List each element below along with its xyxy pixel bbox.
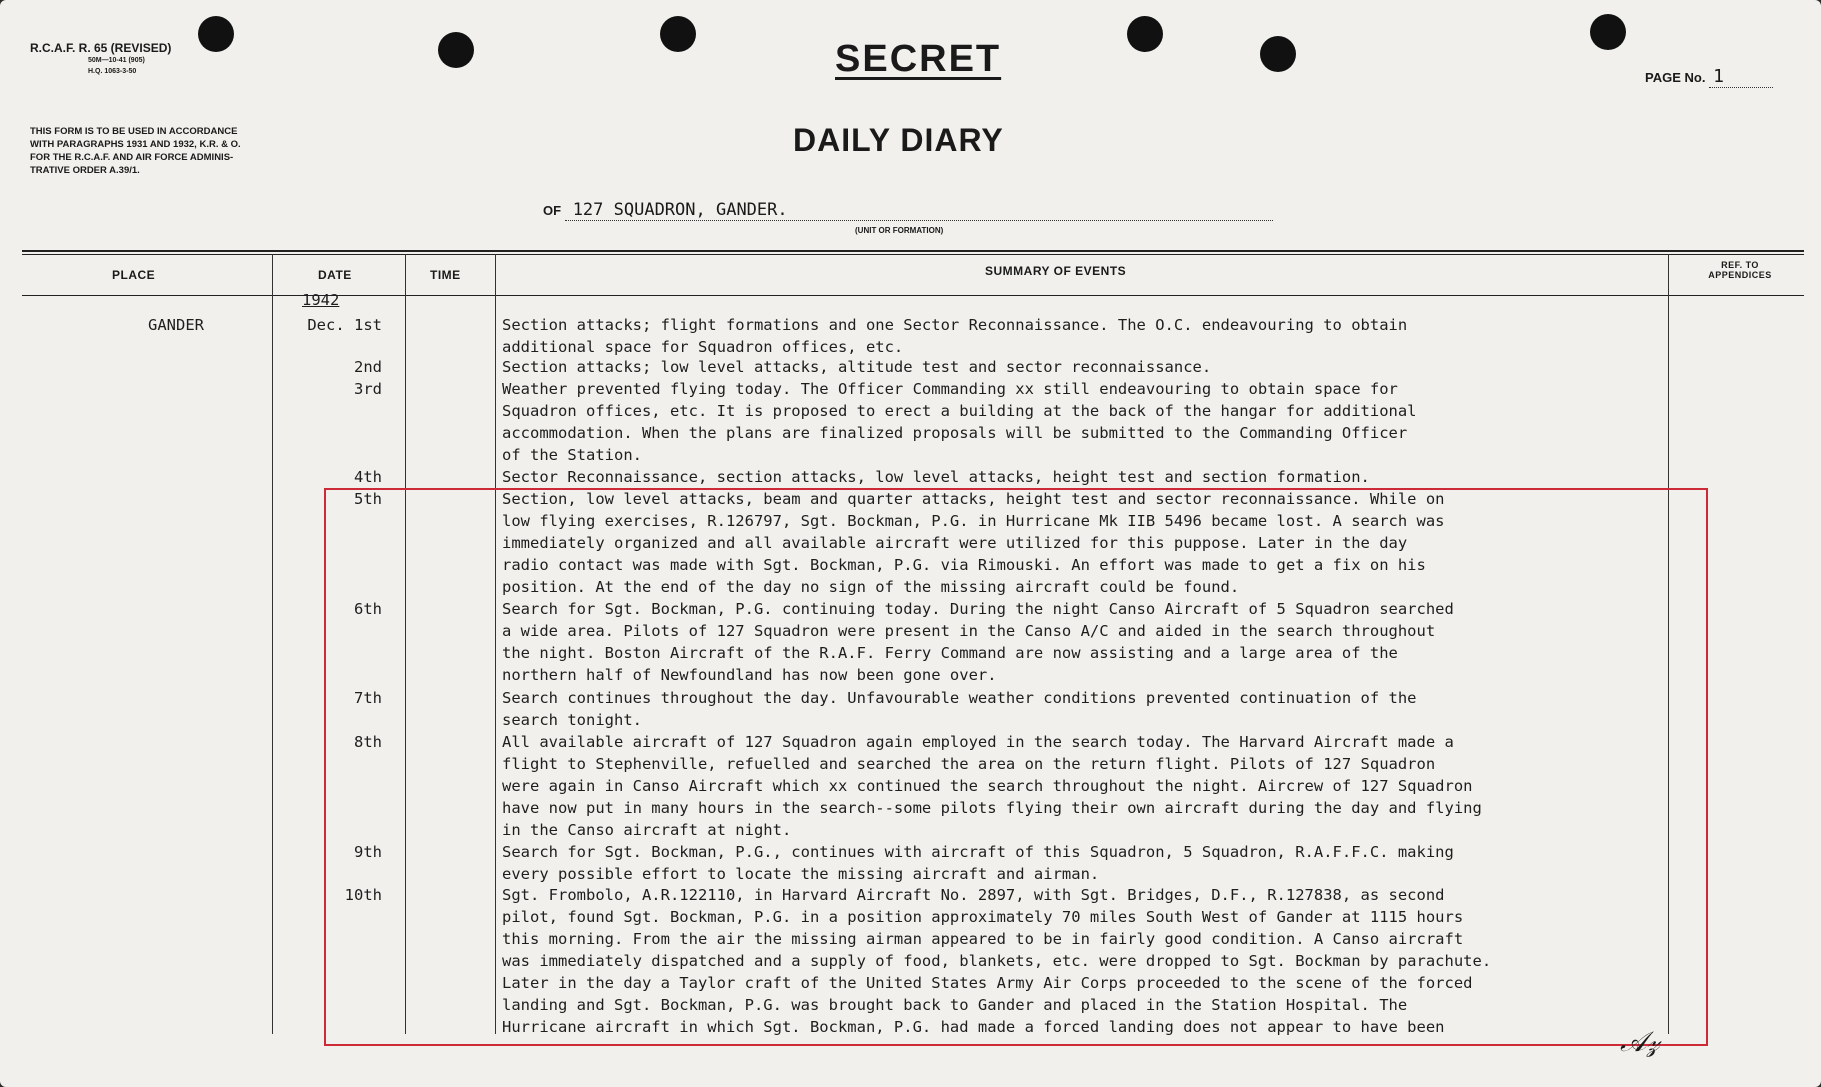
column-header-date: DATE (318, 268, 352, 282)
summary-line: Sgt. Frombolo, A.R.122110, in Harvard Aircraft No. 2897, with Sgt. Bridges, D.F., R.127838, as second (502, 886, 1445, 904)
entry-date: 3rd (354, 380, 382, 398)
summary-line: pilot, found Sgt. Bockman, P.G. in a position approximately 70 miles South West of Gander at 1115 hours (502, 908, 1464, 926)
unit-note: (UNIT OR FORMATION) (855, 226, 944, 235)
punch-hole (660, 16, 696, 52)
entry-date: Dec. 1st (307, 316, 382, 334)
of-label: OF (543, 203, 562, 218)
column-header-time: TIME (430, 268, 461, 282)
summary-line: this morning. From the air the missing airman appeared to be in fairly good condition. A Canso aircraft (502, 930, 1464, 948)
punch-hole (1260, 36, 1296, 72)
summary-line: a wide area. Pilots of 127 Squadron were present in the Canso A/C and aided in the search throughout (502, 622, 1436, 640)
summary-line: Weather prevented flying today. The Officer Commanding xx still endeavouring to obtain space for (502, 380, 1398, 398)
table-top-rule (22, 254, 1804, 255)
summary-line: immediately organized and all available aircraft were utilized for this puppose. Later in the day (502, 534, 1408, 552)
column-divider (272, 254, 273, 1034)
summary-line: Section, low level attacks, beam and quarter attacks, height test and sector reconnaissance. While on (502, 490, 1445, 508)
summary-line: Hurricane aircraft in which Sgt. Bockman, P.G. had made a forced landing does not appear to have been (502, 1018, 1445, 1036)
notice-line: WITH PARAGRAPHS 1931 AND 1932, K.R. & O. (30, 139, 241, 150)
punch-hole (1590, 14, 1626, 50)
ref-line: REF. TO (1721, 260, 1759, 270)
entry-date: 5th (354, 490, 382, 508)
form-print-code: 50M—10-41 (905) (88, 57, 145, 64)
notice-line: TRATIVE ORDER A.39/1. (30, 165, 140, 176)
entry-place: GANDER (148, 316, 204, 334)
column-header-summary: SUMMARY OF EVENTS (985, 264, 1127, 278)
notice-line: FOR THE R.C.A.F. AND AIR FORCE ADMINIS- (30, 152, 234, 163)
table-header-rule (22, 295, 1804, 296)
summary-line: flight to Stephenville, refuelled and searched the area on the return flight. Pilots of 127 Squadron (502, 755, 1436, 773)
form-notice (30, 125, 370, 177)
column-header-appendices (1690, 260, 1790, 280)
summary-line: Squadron offices, etc. It is proposed to erect a building at the back of the hangar for additional (502, 402, 1417, 420)
page-title: DAILY DIARY (793, 122, 1004, 158)
entry-date: 2nd (354, 358, 382, 376)
entry-date: 10th (344, 886, 382, 904)
form-identifier (30, 42, 171, 77)
summary-line: All available aircraft of 127 Squadron again employed in the search today. The Harvard Aircraft made a (502, 733, 1454, 751)
column-header-place: PLACE (112, 268, 156, 282)
summary-line: Sector Reconnaissance, section attacks, low level attacks, height test and section formation. (502, 468, 1370, 486)
summary-line: have now put in many hours in the search--some pilots flying their own aircraft during the day and flying (502, 799, 1482, 817)
entry-date: 7th (354, 689, 382, 707)
summary-line: of the Station. (502, 446, 642, 464)
form-hq-code: H.Q. 1063-3-50 (88, 68, 137, 75)
table-top-rule (22, 250, 1804, 252)
unit-value: 127 SQUADRON, GANDER. (565, 200, 1273, 221)
punch-hole (438, 32, 474, 68)
form-number: R.C.A.F. R. 65 (REVISED) (30, 41, 172, 55)
summary-line: additional space for Squadron offices, etc. (502, 338, 904, 356)
summary-line: Search continues throughout the day. Unfavourable weather conditions prevented continuation of the (502, 689, 1417, 707)
summary-line: in the Canso aircraft at night. (502, 821, 792, 839)
summary-line: Section attacks; low level attacks, altitude test and sector reconnaissance. (502, 358, 1212, 376)
entry-date: 6th (354, 600, 382, 618)
summary-line: Search for Sgt. Bockman, P.G., continues with aircraft of this Squadron, 5 Squadron, R.A.F.F.C. making (502, 843, 1454, 861)
entry-date: 8th (354, 733, 382, 751)
summary-line: search tonight. (502, 711, 642, 729)
summary-line: accommodation. When the plans are finalized proposals will be submitted to the Commanding Officer (502, 424, 1408, 442)
page-number (1645, 66, 1773, 88)
page-number-label: PAGE No. (1645, 70, 1706, 85)
summary-line: Search for Sgt. Bockman, P.G. continuing today. During the night Canso Aircraft of 5 Squadron searched (502, 600, 1454, 618)
entry-year: 1942 (302, 291, 340, 309)
summary-line: position. At the end of the day no sign of the missing aircraft could be found. (502, 578, 1240, 596)
notice-line: THIS FORM IS TO BE USED IN ACCORDANCE (30, 126, 238, 137)
punch-hole (198, 16, 234, 52)
summary-line: were again in Canso Aircraft which xx continued the search throughout the night. Aircrew of 127 Squadron (502, 777, 1473, 795)
entry-date: 9th (354, 843, 382, 861)
summary-line: landing and Sgt. Bockman, P.G. was brought back to Gander and placed in the Station Hospital. The (502, 996, 1408, 1014)
initials-signature: 𝒜𝓏 (1620, 1025, 1660, 1058)
entry-date: 4th (354, 468, 382, 486)
summary-line: every possible effort to locate the missing aircraft and airman. (502, 865, 1100, 883)
summary-line: the night. Boston Aircraft of the R.A.F. Ferry Command are now assisting and a large area of the (502, 644, 1398, 662)
highlight-box (324, 488, 1708, 1046)
summary-line: radio contact was made with Sgt. Bockman, P.G. via Rimouski. An effort was made to get a fix on his (502, 556, 1426, 574)
summary-line: northern half of Newfoundland has now been gone over. (502, 666, 997, 684)
summary-line: Later in the day a Taylor craft of the United States Army Air Corps proceeded to the scene of the forced (502, 974, 1473, 992)
unit-line (543, 200, 1273, 221)
page-number-value: 1 (1709, 66, 1773, 88)
summary-line: low flying exercises, R.126797, Sgt. Bockman, P.G. in Hurricane Mk IIB 5496 became lost. A search was (502, 512, 1445, 530)
summary-line: was immediately dispatched and a supply of food, blankets, etc. were dropped to Sgt. Bockman by parachute. (502, 952, 1492, 970)
punch-hole (1127, 16, 1163, 52)
classification-stamp: SECRET (835, 38, 1002, 80)
summary-line: Section attacks; flight formations and one Sector Reconnaissance. The O.C. endeavouring to obtain (502, 316, 1408, 334)
ref-line: APPENDICES (1708, 270, 1772, 280)
